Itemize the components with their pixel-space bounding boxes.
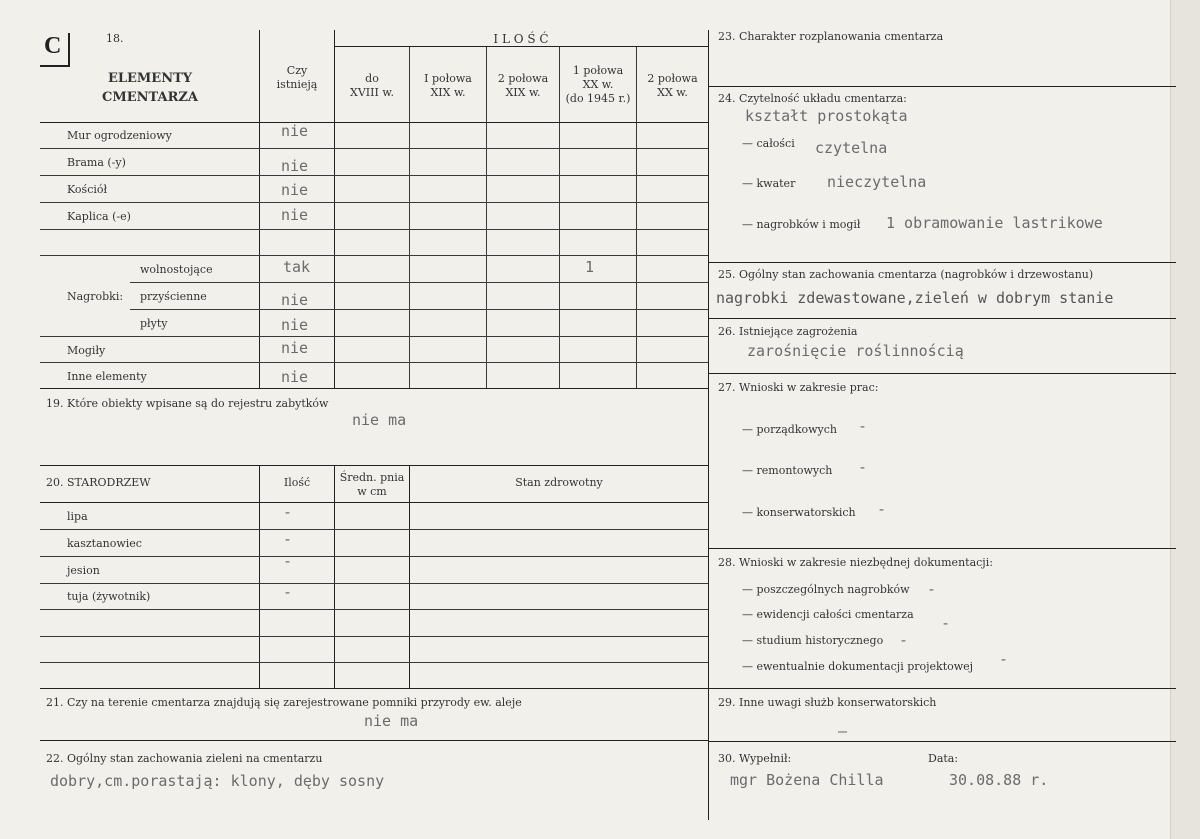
section-letter: C (44, 33, 62, 59)
grid-line (40, 202, 708, 203)
s24-shape: kształt prostokąta (745, 107, 908, 125)
tree-name: kasztanowiec (67, 537, 142, 550)
s20-col-stan: Stan zdrowotny (515, 476, 603, 489)
grid-line (40, 636, 708, 637)
s28-item-label: — poszczególnych nagrobków (742, 583, 910, 596)
s20-col-ilosc: Ilość (283, 476, 311, 489)
s18-number: 18. (106, 32, 124, 45)
tree-count: - (283, 552, 293, 570)
s27-item-label: — porządkowych (742, 423, 837, 436)
nagrobki-label: Nagrobki: (67, 290, 124, 303)
tree-name: tuja (żywotnik) (67, 590, 151, 603)
row-label-mogily: Mogiły (67, 344, 106, 357)
row-label-brama: Brama (-y) (67, 156, 126, 169)
row-label-przyscienne: przyścienne (140, 290, 207, 303)
grid-line (708, 373, 1176, 374)
grid-line (40, 529, 708, 530)
exists-header-2: istnieją (276, 78, 318, 91)
s28-item-value: - (941, 614, 951, 632)
s19-label: 19. Które obiekty wpisane są do rejestru zabytków (46, 397, 329, 410)
grid-line (40, 175, 708, 176)
elements-header-2: CMENTARZA (102, 90, 198, 105)
period-1-line2: XVIII w. (350, 86, 394, 99)
s25-value: nagrobki zdewastowane,zieleń w dobrym stanie (716, 289, 1114, 307)
ilosc-header: I L O Ś Ć (493, 32, 549, 46)
row-label-plyty: płyty (140, 317, 168, 330)
grid-line (40, 556, 708, 557)
s21-value: nie ma (364, 712, 419, 730)
grid-line (130, 282, 708, 283)
tree-count: - (283, 530, 293, 548)
s22-label: 22. Ogólny stan zachowania zieleni na cmentarzu (46, 752, 323, 765)
tree-count: - (283, 503, 293, 521)
grid-line (40, 148, 708, 149)
grid-line (40, 336, 708, 337)
row-label-wolnostojace: wolnostojące (140, 263, 213, 276)
grid-line (40, 502, 708, 503)
s24-label: 24. Czytelność układu cmentarza: (718, 92, 907, 105)
sheet-edge (1170, 0, 1200, 839)
grid-line (40, 609, 708, 610)
s26-value: zarośnięcie roślinnością (747, 342, 964, 360)
s24-calosci-label: — całości (742, 137, 795, 150)
grid-line (40, 229, 708, 230)
s28-item-value: - (999, 650, 1009, 668)
period-2-line2: XIX w. (430, 86, 466, 99)
grid-line (40, 583, 708, 584)
period-2-line1: I połowa (424, 72, 472, 85)
s21-label: 21. Czy na terenie cmentarza znajdują się zarejestrowane pomniki przyrody ew. aleje (46, 696, 522, 709)
row-value-mogily: nie (281, 339, 309, 357)
grid-line (40, 122, 708, 123)
s23-label: 23. Charakter rozplanowania cmentarza (718, 30, 944, 43)
tree-name: lipa (67, 510, 88, 523)
s19-value: nie ma (352, 411, 407, 429)
s25-label: 25. Ogólny stan zachowania cmentarza (nagrobków i drzewostanu) (718, 268, 1094, 281)
period-5-line1: 2 połowa (647, 72, 698, 85)
s22-value: dobry,cm.porastają: klony, dęby sosny (50, 772, 385, 790)
s27-label: 27. Wnioski w zakresie prac: (718, 381, 879, 394)
period-5-line2: XX w. (657, 86, 688, 99)
row-value-kaplica: nie (281, 206, 309, 224)
grid-line (40, 388, 708, 389)
row-value-kosciol: nie (281, 181, 309, 199)
s20-label: 20. STARODRZEW (46, 476, 151, 489)
grid-line (708, 741, 1176, 742)
s28-item-value: - (927, 580, 937, 598)
grid-line (40, 688, 708, 689)
grid-line (259, 465, 260, 688)
s28-item-label: — ewidencji całości cmentarza (742, 608, 914, 621)
s27-item-label: — remontowych (742, 464, 833, 477)
s28-item-value: - (899, 631, 909, 649)
row-value-brama: nie (281, 157, 309, 175)
s27-item-value: - (858, 417, 868, 435)
s27-item-label: — konserwatorskich (742, 506, 856, 519)
s26-label: 26. Istniejące zagrożenia (718, 325, 858, 338)
s27-item-value: - (877, 500, 887, 518)
s24-calosci-value: czytelna (815, 139, 888, 157)
grid-line (708, 262, 1176, 263)
s20-col-sredn-1: Średn. pnia (339, 471, 405, 484)
grid-line (708, 86, 1176, 87)
s24-nagrobkow-value: 1 obramowanie lastrikowe (886, 214, 1103, 232)
s24-kwater-value: nieczytelna (827, 173, 927, 191)
s28-item-label: — studium historycznego (742, 634, 884, 647)
row-value-mur: nie (281, 122, 309, 140)
grid-line (334, 465, 335, 688)
period-4-line1: 1 połowa (572, 64, 624, 77)
period-1-line1: do (365, 72, 379, 85)
row-label-kaplica: Kaplica (-e) (67, 210, 131, 223)
grid-line (708, 688, 1176, 689)
s30-value: mgr Bożena Chilla (730, 771, 884, 789)
period-4-line3: (do 1945 r.) (565, 92, 631, 105)
grid-line (40, 255, 708, 256)
row-value-plyty: nie (281, 316, 309, 334)
s29-label: 29. Inne uwagi służb konserwatorskich (718, 696, 937, 709)
s20-col-sredn-2: w cm (357, 485, 387, 498)
grid-line (708, 548, 1176, 549)
grid-line (40, 465, 708, 466)
row-value-inne: nie (281, 368, 309, 386)
main-divider (708, 30, 709, 820)
exists-header-1: Czy (286, 64, 308, 77)
grid-line (334, 46, 708, 47)
s30-label: 30. Wypełnił: (718, 752, 792, 765)
s29-value: — (838, 722, 848, 740)
tree-name: jesion (67, 564, 100, 577)
row-value-wolnostojace: tak (283, 258, 311, 276)
elements-header-1: ELEMENTY (107, 71, 193, 86)
row-label-inne: Inne elementy (67, 370, 147, 383)
row-label-mur: Mur ogrodzeniowy (67, 129, 172, 142)
s30-date-value: 30.08.88 r. (949, 771, 1049, 789)
grid-line (40, 740, 708, 741)
grid-line (708, 318, 1176, 319)
grid-line (130, 309, 708, 310)
row-value-przyscienne: nie (281, 291, 309, 309)
grid-line (40, 662, 708, 663)
s30-date-label: Data: (928, 752, 959, 765)
count-wolnostojace: 1 (585, 258, 595, 276)
s27-item-value: - (858, 458, 868, 476)
s24-kwater-label: — kwater (742, 177, 796, 190)
s24-nagrobkow-label: — nagrobków i mogił (742, 218, 861, 231)
tree-count: - (283, 583, 293, 601)
grid-line (409, 465, 410, 688)
s28-label: 28. Wnioski w zakresie niezbędnej dokumentacji: (718, 556, 993, 569)
grid-line (40, 362, 708, 363)
row-label-kosciol: Kościół (67, 183, 108, 196)
period-3-line2: XIX w. (505, 86, 541, 99)
period-4-line2: XX w. (582, 78, 614, 91)
period-3-line1: 2 połowa (497, 72, 549, 85)
s28-item-label: — ewentualnie dokumentacji projektowej (742, 660, 974, 673)
